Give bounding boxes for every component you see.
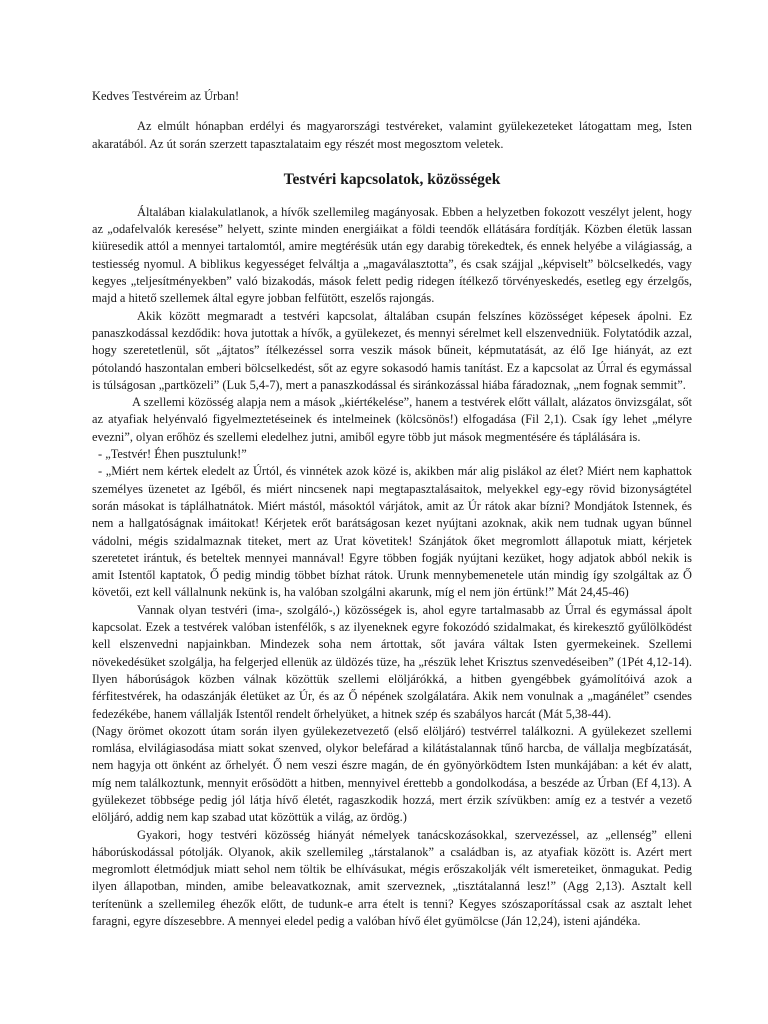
- section-title: Testvéri kapcsolatok, közösségek: [283, 170, 501, 188]
- paragraph: A szellemi közösség alapja nem a mások „kiértékelése”, hanem a testvérek előtt vállalt, alázatos önvizsgálat, sőt az atyafiak helyénvaló figyelmeztetéseinek és intelmeinek (kölcsönös!) elfogadása (Fil 2,1). Csak így lehet „mélyre evezni”, olyan erőhöz és szellemi eledelhez jutni, amiből egyre több jut mások megmentésére és táplálására is.: [92, 395, 692, 444]
- paragraph: (Nagy örömet okozott útam során ilyen gyülekezetvezető (első elöljáró) testvérrel találkozni. A gyülekezet szellemi romlása, elvilágiasodása miatt sokat szenved, olykor belefárad a kilátástalannak tűnő harcba, de vállalja megbízatását, nem hagyja ott önként az őrhelyét. Ő nem veszi észre magán, de én gyönyörködtem Isten munkájában: a két év alatt, míg nem találkoztunk, mennyit erősödött a hitben, mennyivel érettebb a gondolkodása, a beszéde az Úrban (Ef 4,13). A gyülekezet többsége pedig jól látja hívő életét, ragaszkodik hozzá, mert érzik szívükben: amíg ez a testvér a vezető elöljáró, addig nem kap szabad utat közöttük a világ, az ördög.): [92, 723, 692, 825]
- intro-paragraph: Az elmúlt hónapban erdélyi és magyarországi testvéreket, valamint gyülekezeteket látogattam meg, Isten akaratából. Az út során szerzett tapasztalataim egy részét most megosztom veletek.: [92, 119, 692, 151]
- document-page: [92, 88, 692, 930]
- dialogue-line: - „Miért nem kértek eledelt az Úrtól, és vinnétek azok közé is, akikben már alig pislákol az élet? Miért nem kaphattok személyes üzenetet az Igéből, és miért nincsenek napi megtapasztalásaitok, melyekkel egy-egy rövid bizonyságtétel során másokat is táplálhatnátok. Miért mástól, másoktól várjátok, amit az Úr rátok akar bízni? Mondjátok Istennek, és nem a hallgatóságnak imáitokat! Kérjetek erőt barátságosan kezet nyújtani azoknak, akik nem tudnak ugyan bűnnel vádolni, mégis szidalmaznak titeket, mert az Urat követitek! Szánjátok őket megromlott állapotuk miatt, kérjetek szeretetet irántuk, és beteltek mennyei mannával! Egyre többen fogják nyújtani kezüket, hogy adjatok abból nekik is amit Istentől kaptatok, Ő pedig mindig többet bízhat rátok. Urunk mennybemenetele után mindig így szolgáltak az Ő követői, ezt kell vállalnunk nekünk is, ha valóban szolgálni akarunk, míg el nem jön értünk!” Mát 24,45-46): [92, 464, 692, 600]
- body-text: [92, 204, 692, 930]
- paragraph: Gyakori, hogy testvéri közösség hiányát némelyek tanácskozásokkal, szervezéssel, az „ellenség” elleni háborúskodással pótolják. Olyanok, akik szellemileg „társtalanok” a családban is, az atyafiak között is. Azért mert megromlott életmódjuk miatt sehol nem töltik be elhívásukat, mégis erőszakolják vélt ismereteiket, önmagukat. Pedig ilyen állapotban, minden, amibe beleavatkoznak, amit szerveznek, „tisztátalanná lesz!” (Agg 2,13). Asztalt kell terítenünk a szellemileg éhezők előtt, de tudunk-e arra ételt is tenni? Kegyes szószaporítással csak az asztalt lehet faragni, egyre díszesebbre. A mennyei eledel pedig a valóban hívő élet gyümölcse (Ján 12,24), isteni ajándéka.: [92, 827, 692, 929]
- paragraph: Vannak olyan testvéri (ima-, szolgáló-,) közösségek is, ahol egyre tartalmasabb az Úrral és egymással ápolt kapcsolat. Ezek a testvérek valóban istenfélők, s az ilyeneknek egyre fokozódó szidalmakat, és kirekesztő gyűlölködést kell elszenvedni napjainkban. Mindezek soha nem ártottak, sőt javára váltak Isten gyermekeinek. Szellemi növekedésüket szolgálja, ha felgerjed ellenük az üldözés tüze, ha „részük lehet Krisztus szenvedéseiben” (1Pét 4,12-14). Ilyen háborúságok közben válnak közöttük szellemi elöljárókká, a hitben gyengébbek gyámolítóivá azok a férfitestvérek, ha odaszánják életüket az Úr, és az Ő népének szolgálatára. Akik nem vonulnak a „magánélet” csendes fedezékébe, hanem vállalják Istentől rendelt őrhelyüket, a hitnek szép és szabályos harcát (Mát 5,38-44).: [92, 602, 692, 721]
- greeting: Kedves Testvéreim az Úrban!: [92, 89, 240, 103]
- paragraph: Általában kialakulatlanok, a hívők szellemileg magányosak. Ebben a helyzetben fokozott veszélyt jelent, hogy az „odafelvalók keresése” helyett, szinte minden energiáikat a földi teendők ellátására fordítják. Közben életük lassan kiüresedik attól a mennyei tartalomtól, amire megtérésük után egy darabig törekedtek, és ennek helyébe a világiasság, a testiesség nyomul. A biblikus kegyességet felváltja a „magaválasztotta”, és csak szájjal „képviselt” bölcselkedés, vagy kegyes „teljesítményekben” való bizakodás, mások felett pedig ridegen ítélkező törvényeskedés, esetleg egy érzelgős, majd a hitető szellemek által egyre jobban felfütött, eszelős rajongás.: [92, 204, 692, 306]
- paragraph: Akik között megmaradt a testvéri kapcsolat, általában csupán felszínes közösséget képesek ápolni. Ez panaszkodással kezdődik: hova jutottak a hívők, a gyülekezet, és mennyi sérelmet kell elszenvedniük. Folytatódik azzal, hogy szeretetlenül, sőt „ájtatos” ítélkezéssel sorra veszik mások bűneit, képmutatását, az élő Ige hiányát, az ezt pótolandó haszontalan emberi bölcselkedést, sőt az egyre sokasodó hamis tanítást. Ez a kapcsolat az Úrral és egymással is túlságosan „partközeli” (Luk 5,4-7), mert a panaszkodással és siránkozással hiába fáradoznak, „nem fognak semmit”.: [92, 308, 692, 392]
- dialogue-line: - „Testvér! Éhen pusztulunk!”: [98, 447, 247, 462]
